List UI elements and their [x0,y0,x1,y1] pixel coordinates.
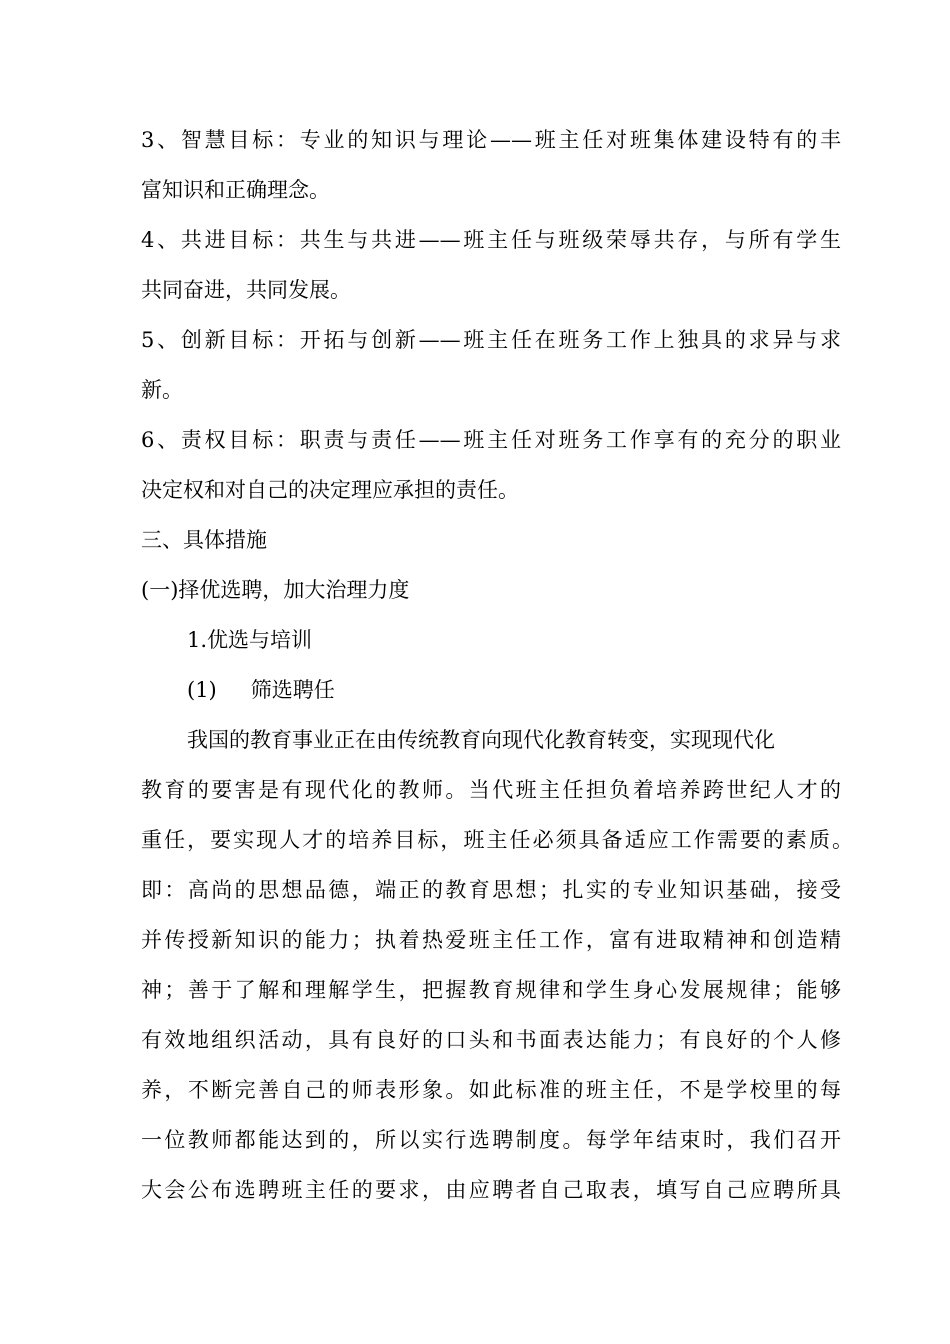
goal-4-line-1: 4、共进目标：共生与共进——班主任与班级荣辱共存，与所有学生 [141,228,841,252]
paragraph-line-6: 神；善于了解和理解学生，把握教育规律和学生身心发展规律；能够 [141,978,841,1002]
goal-6-line-1: 6、责权目标：职责与责任——班主任对班务工作享有的充分的职业 [141,428,841,452]
paragraph-line-3: 重任，要实现人才的培养目标，班主任必须具备适应工作需要的素质。 [141,828,853,852]
goal-5-line-1: 5、创新目标：开拓与创新——班主任在班务工作上独具的求异与求 [141,328,841,352]
paragraph-line-7: 有效地组织活动，具有良好的口头和书面表达能力；有良好的个人修 [141,1028,841,1052]
subsection-heading: (一)择优选聘，加大治理力度 [141,578,410,602]
paragraph-line-9: 一位教师都能达到的，所以实行选聘制度。每学年结束时，我们召开 [141,1128,841,1152]
paragraph-line-8: 养，不断完善自己的师表形象。如此标准的班主任，不是学校里的每 [141,1078,841,1102]
section-heading: 三、具体措施 [141,528,267,552]
item-heading: 1.优选与培训 [187,628,313,652]
sub-item-title: 筛选聘任 [250,678,335,702]
goal-4-line-2: 共同奋进，共同发展。 [141,278,351,302]
goal-3-line-1: 3、智慧目标：专业的知识与理论——班主任对班集体建设特有的丰 [141,128,841,152]
paragraph-line-5: 并传授新知识的能力；执着热爱班主任工作，富有进取精神和创造精 [141,928,841,952]
goal-5-line-2: 新。 [141,378,183,402]
sub-item-number: (1) [187,678,217,702]
goal-3-line-2: 富知识和正确理念。 [141,178,330,202]
goal-6-line-2: 决定权和对自己的决定理应承担的责任。 [141,478,519,502]
paragraph-line-10: 大会公布选聘班主任的要求，由应聘者自己取表，填写自己应聘所具 [141,1178,841,1202]
paragraph-line-4: 即：高尚的思想品德，端正的教育思想；扎实的专业知识基础，接受 [141,878,841,902]
sub-item-heading [187,674,887,706]
paragraph-line-1: 我国的教育事业正在由传统教育向现代化教育转变，实现现代化 [187,728,775,752]
paragraph-line-2: 教育的要害是有现代化的教师。当代班主任担负着培养跨世纪人才的 [141,778,841,802]
